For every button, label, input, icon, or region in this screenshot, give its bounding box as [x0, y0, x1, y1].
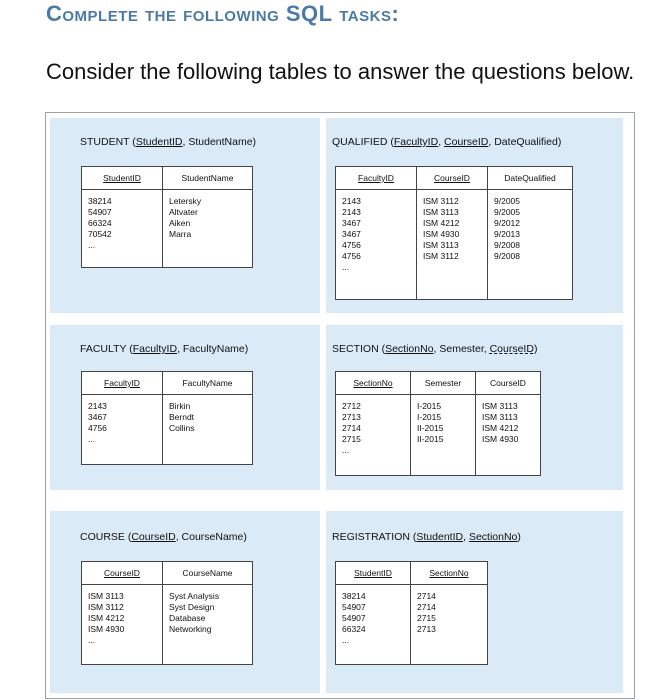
table-cell: 4756: [88, 423, 107, 433]
table-cell: ISM 4930: [423, 229, 460, 239]
qualified-panel: [326, 118, 623, 313]
column-header: Semester: [411, 372, 476, 395]
table-cell: ISM 4930: [482, 434, 519, 444]
heading-prefix: Complete the following: [46, 1, 286, 26]
table-cell: Database: [169, 613, 206, 623]
table-column: [163, 585, 253, 665]
section-table: [335, 371, 541, 476]
table-cell: ...: [342, 635, 350, 645]
table-cell: 9/2013: [494, 229, 520, 239]
table-cell: ISM 3113: [482, 401, 518, 411]
table-cell: ISM 3113: [423, 207, 459, 217]
table-cell: 9/2008: [494, 251, 520, 261]
column-header: StudentName: [163, 167, 253, 190]
page-heading: [46, 1, 399, 27]
table-cell: Syst Design: [169, 602, 215, 612]
table-cell: 70542: [88, 229, 112, 239]
table-cell: ISM 3112: [88, 602, 124, 612]
table-cell: 2143: [88, 401, 107, 411]
course-title: COURSE (CourseID, CourseName): [80, 531, 247, 543]
table-cell: 9/2005: [494, 207, 520, 217]
table-cell: ...: [88, 434, 96, 444]
faculty-title: FACULTY (FacultyID, FacultyName): [80, 343, 249, 355]
table-cell: 2715: [342, 434, 361, 444]
table-cell: 9/2008: [494, 240, 520, 250]
student-title: STUDENT (StudentID, StudentName): [80, 136, 257, 148]
table-cell: 38214: [342, 591, 366, 601]
table-cell: 2713: [417, 624, 436, 634]
table-column: [411, 585, 488, 665]
table-cell: 2713: [342, 412, 361, 422]
table-cell: 2714: [342, 423, 361, 433]
student-panel: [50, 118, 320, 313]
table-cell: 54907: [342, 613, 366, 623]
course-panel: [50, 511, 320, 693]
registration-title: REGISTRATION (StudentID, SectionNo): [332, 531, 521, 543]
heading-suffix: tasks:: [332, 1, 400, 26]
table-cell: 2714: [417, 591, 436, 601]
column-header: DateQualified: [488, 167, 573, 190]
section-title: SECTION (SectionNo, Semester, CourseID): [332, 343, 538, 355]
schema-figure: [45, 112, 635, 699]
faculty-table: [81, 371, 253, 465]
table-cell: Syst Analysis: [169, 591, 220, 601]
table-cell: ISM 4212: [482, 423, 519, 433]
table-cell: Berndt: [169, 412, 195, 422]
table-cell: ISM 3112: [423, 196, 459, 206]
table-cell: ISM 4212: [88, 613, 125, 623]
table-column: [336, 190, 417, 300]
qualified-title: QUALIFIED (FacultyID, CourseID, DateQualified): [332, 136, 562, 148]
heading-sql: SQL: [285, 1, 333, 26]
table-column: [163, 190, 253, 268]
table-cell: ISM 3113: [482, 412, 518, 422]
intro-text: Consider the following tables to answer the questions below.: [46, 59, 635, 84]
qualified-table: [335, 166, 573, 300]
table-column: [476, 395, 541, 476]
table-cell: 2714: [417, 602, 436, 612]
table-column: [82, 190, 163, 268]
table-cell: I-2015: [417, 401, 442, 411]
column-header: CourseID: [417, 167, 488, 190]
table-cell: I-2015: [417, 412, 442, 422]
table-cell: ...: [88, 240, 96, 250]
table-cell: ISM 3113: [88, 591, 124, 601]
table-cell: 66324: [88, 218, 112, 228]
table-cell: 2715: [417, 613, 436, 623]
table-cell: II-2015: [417, 434, 444, 444]
table-cell: 4756: [342, 240, 361, 250]
table-cell: 9/2005: [494, 196, 520, 206]
table-cell: 54907: [342, 602, 366, 612]
table-cell: ...: [342, 445, 350, 455]
table-cell: 54907: [88, 207, 112, 217]
column-header: CourseID: [82, 562, 163, 585]
table-cell: ...: [342, 262, 350, 272]
table-cell: Collins: [169, 423, 195, 433]
table-cell: 9/2012: [494, 218, 520, 228]
table-cell: ISM 3113: [423, 240, 459, 250]
table-cell: ISM 3112: [423, 251, 459, 261]
column-header: SectionNo: [336, 372, 411, 395]
table-cell: Aiken: [169, 218, 191, 228]
faculty-panel: [50, 325, 320, 490]
column-header: CourseName: [163, 562, 253, 585]
column-header: FacultyID: [82, 372, 163, 395]
table-cell: 2143: [342, 207, 361, 217]
column-header: CourseID: [476, 372, 541, 395]
table-cell: 3467: [342, 229, 361, 239]
table-cell: 3467: [342, 218, 361, 228]
course-table: [81, 561, 253, 665]
table-column: [82, 395, 163, 465]
table-cell: Letersky: [169, 196, 202, 206]
column-header: FacultyID: [336, 167, 417, 190]
table-column: [82, 585, 163, 665]
table-column: [417, 190, 488, 300]
table-cell: Altvater: [169, 207, 198, 217]
table-cell: 66324: [342, 624, 366, 634]
table-cell: 2143: [342, 196, 361, 206]
table-cell: Networking: [169, 624, 212, 634]
registration-table: [335, 561, 488, 665]
table-column: [336, 585, 411, 665]
column-header: StudentID: [82, 167, 163, 190]
registration-panel: [326, 511, 623, 693]
table-cell: II-2015: [417, 423, 444, 433]
column-header: FacultyName: [163, 372, 253, 395]
student-table: [81, 166, 253, 268]
table-cell: 2712: [342, 401, 361, 411]
table-cell: ISM 4212: [423, 218, 460, 228]
table-column: [336, 395, 411, 476]
table-cell: ISM 4930: [88, 624, 125, 634]
table-cell: Marra: [169, 229, 192, 239]
section-panel: [326, 325, 623, 490]
column-header: SectionNo: [411, 562, 488, 585]
table-cell: 38214: [88, 196, 112, 206]
table-cell: 3467: [88, 412, 107, 422]
table-cell: ...: [88, 635, 96, 645]
table-cell: 4756: [342, 251, 361, 261]
table-column: [163, 395, 253, 465]
column-header: StudentID: [336, 562, 411, 585]
table-column: [488, 190, 573, 300]
table-cell: Birkin: [169, 401, 191, 411]
table-column: [411, 395, 476, 476]
